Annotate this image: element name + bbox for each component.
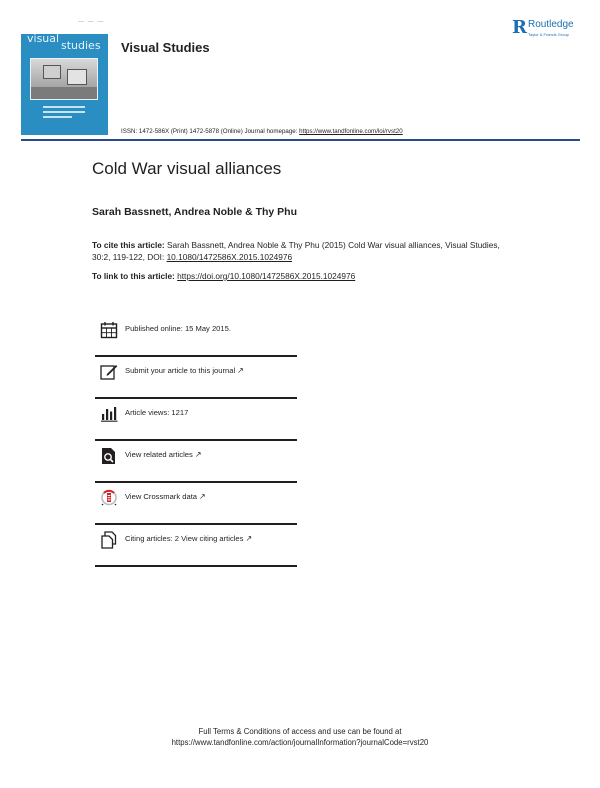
calendar-icon bbox=[100, 321, 118, 339]
citing-articles-label: Citing articles: 2 View citing articles ↗ bbox=[125, 534, 253, 543]
footer-terms-link[interactable]: https://www.tandfonline.com/action/journalInformation?journalCode=rvst20 bbox=[171, 738, 429, 747]
article-authors: Sarah Bassnett, Andrea Noble & Thy Phu bbox=[92, 206, 297, 218]
routledge-logo-icon: R bbox=[512, 17, 527, 38]
header-divider bbox=[21, 139, 580, 141]
cite-label: To cite this article: bbox=[92, 240, 165, 250]
citation-block bbox=[92, 240, 502, 263]
doi-link[interactable]: 10.1080/1472586X.2015.1024976 bbox=[166, 251, 293, 262]
published-online-item bbox=[95, 315, 297, 357]
cover-photo bbox=[30, 58, 98, 100]
journal-name: Visual Studies bbox=[121, 40, 210, 55]
citing-articles-item[interactable] bbox=[95, 525, 297, 567]
publisher-name: Routledge bbox=[528, 19, 574, 30]
top-marks: — — — bbox=[78, 19, 105, 25]
citing-articles-icon bbox=[100, 531, 118, 549]
journal-homepage-link[interactable]: https://www.tandfonline.com/loi/rvst20 bbox=[299, 128, 403, 135]
issn-line bbox=[121, 128, 403, 135]
journal-cover-image bbox=[21, 34, 108, 135]
crossmark-item[interactable] bbox=[95, 483, 297, 525]
edit-icon bbox=[100, 363, 118, 381]
external-link-icon: ↗ bbox=[194, 450, 202, 459]
related-articles-icon bbox=[100, 447, 118, 465]
article-views-label: Article views: 1217 bbox=[125, 408, 189, 417]
published-online-label: Published online: 15 May 2015. bbox=[125, 324, 231, 333]
footer-terms-text: Full Terms & Conditions of access and use can be found at bbox=[198, 727, 402, 736]
external-link-icon: ↗ bbox=[199, 492, 206, 501]
cover-title-line2: studies bbox=[61, 39, 101, 52]
article-link-line bbox=[92, 271, 355, 281]
related-articles-item[interactable] bbox=[95, 441, 297, 483]
submit-article-label: Submit your article to this journal ↗ bbox=[125, 366, 244, 375]
crossmark-label: View Crossmark data ↗ bbox=[125, 492, 206, 501]
external-link-icon: ↗ bbox=[245, 534, 253, 543]
issn-text: ISSN: 1472-586X (Print) 1472-5878 (Online) Journal homepage: bbox=[121, 128, 300, 135]
article-url-link[interactable]: https://doi.org/10.1080/1472586X.2015.1024976 bbox=[177, 271, 356, 281]
cover-text-lines bbox=[43, 106, 85, 121]
related-articles-label: View related articles ↗ bbox=[125, 450, 202, 459]
article-actions-list bbox=[95, 315, 297, 567]
footer bbox=[0, 726, 600, 748]
bar-chart-icon bbox=[100, 405, 118, 423]
submit-article-item[interactable] bbox=[95, 357, 297, 399]
cover-title-line1: visual bbox=[27, 34, 60, 45]
article-views-item bbox=[95, 399, 297, 441]
article-title: Cold War visual alliances bbox=[92, 159, 282, 178]
cite-text: Sarah Bassnett, Andrea Noble & Thy Phu (2015) Cold War visual alliances, Visual Studies, 30:2, 119-122, DOI: bbox=[92, 240, 500, 262]
external-link-icon: ↗ bbox=[237, 366, 244, 375]
publisher-tagline: Taylor & Francis Group bbox=[528, 32, 569, 37]
link-label: To link to this article: bbox=[92, 271, 178, 281]
crossmark-icon bbox=[100, 489, 118, 507]
